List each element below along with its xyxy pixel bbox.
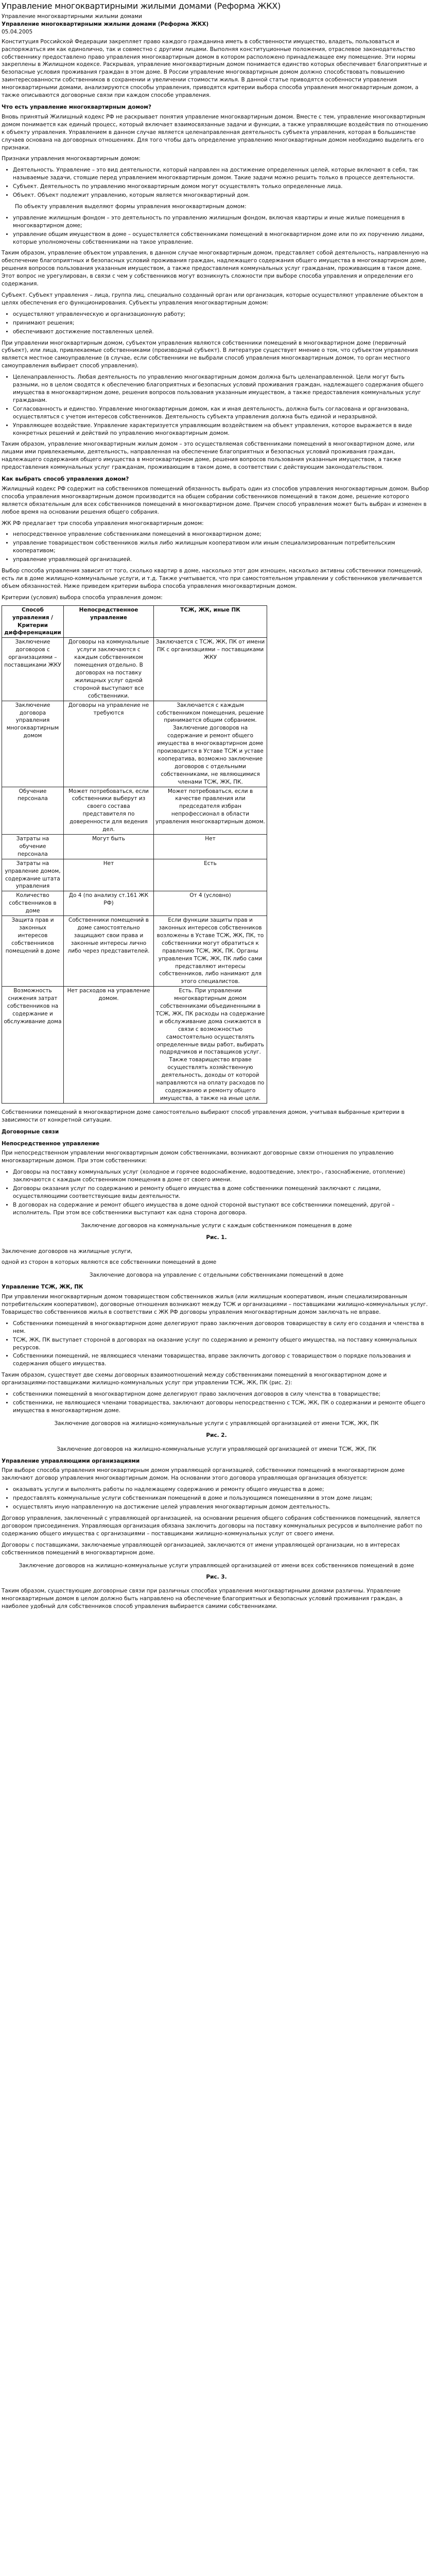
subsection-heading-direct: Непосредственное управление bbox=[2, 1140, 100, 1147]
article-subtitle: Управление многоквартирными жилыми домами (Реформа ЖКХ) bbox=[2, 21, 209, 27]
section-heading-contracts: Договорные связи bbox=[2, 1128, 59, 1135]
paragraph: Договоры с поставщиками, заключаемые управляющей организацией, заключаются от имени управляющей организации, но в интересах собственников помещений в многоквартирном доме. bbox=[2, 1541, 400, 1556]
figure-caption: Заключение договоров на коммунальные услуги с каждым собственником помещения в доме bbox=[81, 1222, 352, 1229]
list-item: • принимают решения; bbox=[13, 319, 431, 327]
bullet-list bbox=[2, 531, 431, 564]
list-item: • собственники помещений в многоквартирном доме делегируют право заключения договоров в силу членства в товариществе; bbox=[13, 1391, 431, 1398]
list-item: • Целенаправленность. Любая деятельность по управлению многоквартирным домом должна быть целенаправленной. Цели могут быть разными, но в целом сводятся к обеспечению благоприятных и безопасных условий проживания граждан, надлежащего содержания общего имущества в многоквартирном доме, решения вопросов пользования указанным имуществом, а также предоставления коммунальных услуг гражданам. bbox=[13, 374, 431, 404]
section-heading-choose: Как выбрать способ управления домом? bbox=[2, 476, 129, 483]
figure-label: Рис. 1. bbox=[206, 1234, 227, 1241]
table-row bbox=[2, 701, 267, 787]
table-cell: Количество собственников в доме bbox=[2, 891, 64, 916]
list-item: • осуществлять иную направленную на достижение целей управления многоквартирным домом деятельность. bbox=[13, 1503, 431, 1511]
figure-caption: Заключение договоров на жилищно-коммунальные услуги управляющей организацией от имени всех собственников помещений в доме bbox=[19, 1562, 414, 1569]
table-cell: Обучение персонала bbox=[2, 787, 64, 834]
figure-caption: Заключение договоров на жилищно-коммунальные услуги с управляющей организацией от имени ТСЖ, ЖК, ПК bbox=[54, 1420, 379, 1427]
list-item: • Договоры оказания услуг по содержанию и ремонту общего имущества в доме собственники помещений заключают с лицами, осуществляющими соответствующие виды деятельности. bbox=[13, 1185, 431, 1200]
paragraph: При непосредственном управлении многоквартирным домом собственниками, возникают договорные связи отношения по управлению многоквартирным домом. При этом собственники: bbox=[2, 1150, 394, 1164]
paragraph: Таким образом, управление объектом управления, в данном случае многоквартирным домом, представляет собой деятельность, направленную на обеспечение благоприятных и безопасных условий проживания граждан, надлежащего содержания общего имущества в многоквартирном доме, решения вопросов пользования указанным имуществом, а также предоставления коммунальных услуг гражданам, проживающим в таком доме. Этот вопрос не урегулирован, в связи с чем у собственников могут возникнуть сложности при выборе способа управления и определении его содержания. bbox=[2, 250, 428, 287]
table-cell: Договоры на управление не требуются bbox=[64, 701, 154, 787]
table-row bbox=[2, 859, 267, 891]
list-item: • Собственники помещений в многоквартирном доме делегируют право заключения договоров товариществу в силу его создания и членства в нем. bbox=[13, 1320, 431, 1335]
intro-paragraph: Конституция Российской Федерации закрепляет право каждого гражданина иметь в собственности имущество, владеть, пользоваться и распоряжаться им как единолично, так и совместно с другими лицами. Выполняя конституционные положения, отраслевое законодательство собственнику предоставлено право управления многоквартирным домом в котором расположено принадлежащее ему помещение. Эти нормы закреплены в Жилищном кодексе. Раскрывая, управление многоквартирным домом понимается единство которых обеспечивает благоприятные и безопасные условия проживания граждан в этом доме. В России управление многоквартирным домом должно способствовать повышению заинтересованности собственников в сохранении и увеличении стоимости жилья. В данной статье приводятся особенности управления многоквартирными домами, анализируются способы управления, приводятся критерии выбора способа управления многоквартирным домом, а также описываются договорные связи при каждом способе управления. bbox=[2, 38, 427, 99]
list-item: • ТСЖ, ЖК, ПК выступает стороной в договорах на оказание услуг по содержанию и ремонту общего имущества, на поставку коммунальных ресурсов. bbox=[13, 1336, 431, 1352]
list-item: • Согласованность и единство. Управление многоквартирным домом, как и иная деятельность, должна быть согласована и организована, осуществляться с учетом интересов собственников. Деятельность субъекта управления должна быть единой и неразрывной. bbox=[13, 405, 431, 421]
section-heading-what: Что есть управление многоквартирным домом? bbox=[2, 104, 151, 110]
table-cell: Может потребоваться, если собственники выберут из своего состава представителя по доверенности для ведения дел. bbox=[64, 787, 154, 834]
paragraph: Критерии (условия) выбора способа управления домом: bbox=[2, 594, 163, 601]
list-item: • управление общим имуществом в доме – осуществляется собственниками помещений в многоквартирном доме или по их поручению лицами, которые уполномочены собственниками на такое управление. bbox=[13, 231, 431, 246]
table-cell: Нет расходов на управление домом. bbox=[64, 987, 154, 1104]
list-item: • обеспечивают достижение поставленных целей. bbox=[13, 328, 431, 336]
table-cell: Заключение договоров с организациями – поставщиками ЖКУ bbox=[2, 638, 64, 701]
list-item: • собственники, не являющиеся членами товарищества, заключают договоры непосредственно с ТСЖ, ЖК, ПК о содержании и ремонте общего имущества в многоквартирном доме. bbox=[13, 1399, 431, 1415]
list-item: • непосредственное управление собственниками помещений в многоквартирном доме; bbox=[13, 531, 431, 538]
bullet-list bbox=[2, 311, 431, 336]
paragraph: Таким образом, существующие договорные связи при различных способах управления многоквартирными домами различны. Управление многоквартирным домом в целом должно быть направлено на обеспечение благоприятных и безопасных условий проживания граждан, а наиболее удобный для собственников способ управления выбирается самими собственниками. bbox=[2, 1588, 403, 1610]
bullet-list bbox=[2, 374, 431, 437]
paragraph: ЖК РФ предлагает три способа управления многоквартирным домом: bbox=[2, 520, 204, 527]
table-header-row bbox=[2, 605, 267, 638]
figure-caption: Заключение договора на управление с отдельными собственниками помещений в доме bbox=[89, 1272, 344, 1279]
figure-text: одной из сторон в которых являются все собственники помещений в доме bbox=[2, 1259, 217, 1266]
list-item: • В договорах на содержание и ремонт общего имущества в доме одной стороной выступают все собственники помещений, другой – исполнитель. При этом все собственники выступают как одна сторона договора. bbox=[13, 1201, 431, 1217]
paragraph: При управлении многоквартирным домом, субъектом управления являются собственники помещений в многоквартирном доме (первичный субъект), или лица, привлекаемые собственниками (производный субъект). В литературе существует мнение о том, что субъектом управления является местное самоуправление (в случае, если собственники не выбрали способ управления многоквартирным домом, то орган местного самоуправления выбирает способ управления). bbox=[2, 340, 418, 369]
paragraph: Договор управления, заключенный с управляющей организацией, на основании решения общего собрания собственников помещений, является договором присоединения. Управляющая организация обязана заключить договоры на поставку коммунальных ресурсов и выполнение работ по содержанию общего имущества с организациями – поставщиками жилищно-коммунальных услуг от своего имени. bbox=[2, 1515, 423, 1537]
paragraph: При выборе способа управления многоквартирным домом управляющей организацией, собственники помещений в многоквартирном доме заключают договор управления многоквартирным домом. На основании этого договора управляющая организация обязуется: bbox=[2, 1467, 405, 1482]
figure-label: Рис. 2. bbox=[206, 1432, 227, 1438]
table-cell: Затраты на управление домом, содержание штата управления bbox=[2, 859, 64, 891]
table-cell: До 4 (по анализу ст.161 ЖК РФ) bbox=[64, 891, 154, 916]
table-row bbox=[2, 638, 267, 701]
subsection-heading-hoa: Управление ТСЖ, ЖК, ПК bbox=[2, 1284, 83, 1291]
table-cell: Затраты на обучение персонала bbox=[2, 835, 64, 859]
bullet-list bbox=[2, 166, 431, 199]
table-cell: Защита прав и законных интересов собственников помещений в доме bbox=[2, 916, 64, 987]
list-item: • управление управляющей организацией. bbox=[13, 556, 431, 564]
table-cell: Заключается с каждым собственником помещения, решение принимается общим собранием. Заключение договоров на содержание и ремонт общего имущества в многоквартирном доме производится в Уставе ТСЖ и уставе кооператива, возможно заключение договоров с отдельными собственниками, не являющимися членами ТСЖ, ЖК, ПК. bbox=[154, 701, 267, 787]
list-item: • Собственники помещений, не являющиеся членами товарищества, вправе заключить договор с товариществом о порядке пользования и содержания общего имущества. bbox=[13, 1352, 431, 1368]
table-cell: Могут быть bbox=[64, 835, 154, 859]
paragraph: Жилищный кодекс РФ содержит на собственников помещений обязанность выбрать один из способов управления многоквартирным домом. Выбор способа управления многоквартирным домом производится на общем собрании собственников помещений в таком доме, решение которого является обязательным для всех собственников помещений в многоквартирном доме. Причем способ управления может быть выбран и изменен в любое время на основании решения общего собрания. bbox=[2, 485, 429, 515]
table-header: Непосредственное управление bbox=[64, 605, 154, 638]
paragraph: Собственники помещений в многоквартирном доме самостоятельно выбирают способ управления домом, учитывая выбранные критерии в зависимости от конкретной ситуации. bbox=[2, 1109, 405, 1123]
table-cell: Нет bbox=[64, 859, 154, 891]
table-cell: Заключается с ТСЖ, ЖК, ПК от имени ПК с организациями – поставщиками ЖКУ bbox=[154, 638, 267, 701]
paragraph: Таким образом, управление многоквартирным жилым домом – это осуществляемая собственниками помещений в многоквартирном доме, или лицами ими привлекаемыми, деятельность, направленная на обеспечение благоприятных и безопасных условий проживания граждан, надлежащего содержания общего имущества в многоквартирном доме, решения вопросов пользования указанным имуществом, а также предоставления коммунальных услуг гражданам, проживающим в таком доме, в соответствии с действующим законодательством. bbox=[2, 441, 415, 471]
table-cell: Собственники помещений в доме самостоятельно защищают свои права и законные интересы лично либо через представителей. bbox=[64, 916, 154, 987]
table-row bbox=[2, 787, 267, 834]
table-cell: Договоры на коммунальные услуги заключаются с каждым собственником помещения отдельно. В договорах на поставку жилищных услуг одной стороной выступают все собственники. bbox=[64, 638, 154, 701]
paragraph: При управлении многоквартирным домом товариществом собственников жилья (или жилищным кооперативом, иным специализированным потребительским кооперативом), договорные отношения возникают между ТСЖ и организациями – поставщиками жилищно-коммунальных услуг. Товарищество собственников жилья в соответствии с ЖК РФ договоры управления многоквартирным домом заключать не вправе. bbox=[2, 1294, 428, 1315]
paragraph: Признаки управления многоквартирным домом: bbox=[2, 156, 141, 162]
list-item: • Договоры на поставку коммунальных услуг (холодное и горячее водоснабжение, водоотведение, электро-, газоснабжение, отопление) заключаются с каждым собственником помещения в доме от своего имени. bbox=[13, 1168, 431, 1184]
list-item: • оказывать услуги и выполнять работы по надлежащему содержанию и ремонту общего имущества в доме; bbox=[13, 1486, 431, 1494]
list-item: • Объект. Объект подлежит управлению, которым является многоквартирный дом. bbox=[13, 192, 431, 199]
paragraph: Таким образом, существует две схемы договорных взаимоотношений между собственниками помещений в многоквартирном доме и организациями-поставщиками жилищно-коммунальных услуг при управлении ТСЖ, ЖК, ПК (рис. 2): bbox=[2, 1372, 387, 1386]
publish-date: 05.04.2005 bbox=[2, 28, 33, 35]
bullet-list bbox=[2, 1391, 431, 1415]
list-item: • Управляющее воздействие. Управление характеризуется управляющим воздействием на объект управления, которое выражается в виде конкретных решений и действий по управлению многоквартирным домом. bbox=[13, 422, 431, 437]
table-cell: Есть. При управлении многоквартирным домом собственниками объединенными в ТСЖ, ЖК, ПК расходы на содержание и обслуживание дома снижаются в связи с возможностью самостоятельно осуществлять определенные виды работ, выбирать подрядчиков и поставщиков услуг. Также товарищество вправе осуществлять хозяйственную деятельность, доходы от которой направляются на оплату расходов по содержанию и ремонту общего имущества, а также на иные цели. bbox=[154, 987, 267, 1104]
breadcrumb-category[interactable]: Управление многоквартирными жилыми домами bbox=[2, 13, 142, 20]
table-cell: Есть bbox=[154, 859, 267, 891]
list-item: • Деятельность. Управление – это вид деятельности, который направлен на достижение определенных целей, которые включают в себя, так называемые задачи, стоящие перед управлением многоквартирным домом. Такие задачи можно решить только в процессе деятельности. bbox=[13, 166, 431, 182]
table-cell: От 4 (условно) bbox=[154, 891, 267, 916]
list-item: • управление жилищным фондом – это деятельность по управлению жилищным фондом, включая квартиры и иные жилые помещения в многоквартирном доме; bbox=[13, 214, 431, 230]
bullet-list bbox=[2, 214, 431, 246]
figure-caption: Заключение договоров на жилищно-коммунальные услуги управляющей организацией от имени ТСЖ, ЖК, ПК bbox=[57, 1446, 376, 1452]
paragraph: Субъект. Субъект управления – лица, группа лиц, специально созданный орган или организация, которые осуществляют управление объектом в целях обеспечения его функционирования. Субъекты управления многоквартирным домом: bbox=[2, 292, 423, 306]
table-cell: Заключение договора управления многоквартирным домом bbox=[2, 701, 64, 787]
table-cell: Может потребоваться, если в качестве правления или председателя избран непрофессионал в области управления многоквартирным домом. bbox=[154, 787, 267, 834]
list-item: • управление товариществом собственников жилья либо жилищным кооперативом или иным специализированным потребительским кооперативом; bbox=[13, 539, 431, 555]
table-cell: Если функции защиты прав и законных интересов собственников возложены в Уставе ТСЖ, ЖК, ПК, то собственники могут обратиться к правлению ТСЖ, ЖК, ПК. Органы управления ТСЖ, ЖК, ПК либо сами представляют интересы собственников, либо нанимают для этого специалистов. bbox=[154, 916, 267, 987]
table-row bbox=[2, 835, 267, 859]
bullet-list bbox=[2, 1168, 431, 1216]
table-row bbox=[2, 916, 267, 987]
figure-text: Заключение договоров на жилищные услуги, bbox=[2, 1248, 132, 1255]
criteria-table bbox=[2, 605, 267, 1104]
table-cell: Возможность снижения затрат собственников на содержание и обслуживание дома bbox=[2, 987, 64, 1104]
paragraph: По объекту управления выделяют формы управления многоквартирным домом: bbox=[15, 203, 247, 210]
page-title: Управление многоквартирными жилыми домами (Реформа ЖКХ) bbox=[2, 1, 281, 11]
table-header: Способ управления / Критерии дифференциации bbox=[2, 605, 64, 638]
list-item: • осуществляют управленческую и организационную работу; bbox=[13, 311, 431, 318]
bullet-list bbox=[2, 1320, 431, 1368]
list-item: • Субъект. Деятельность по управлению многоквартирным домом могут осуществлять только определенные лица. bbox=[13, 183, 431, 191]
table-cell: Нет bbox=[154, 835, 267, 859]
table-row bbox=[2, 891, 267, 916]
paragraph: Выбор способа управления зависит от того, сколько квартир в доме, насколько этот дом изношен, насколько активны собственники помещений, есть ли в доме жилищно-коммунальные услуги, и т.д. Также учитывается, что при самостоятельном управлении у собственников увеличивается объем обязанностей. Ниже приведем критерии выбора способа управления многоквартирным домом. bbox=[2, 568, 423, 589]
table-row bbox=[2, 987, 267, 1104]
figure-label: Рис. 3. bbox=[206, 1574, 227, 1581]
list-item: • предоставлять коммунальные услуги собственникам помещений в доме и пользующимся помещениями в этом доме лицам; bbox=[13, 1495, 431, 1502]
bullet-list bbox=[2, 1486, 431, 1511]
subsection-heading-management-co: Управление управляющими организациями bbox=[2, 1458, 140, 1464]
paragraph: Вновь принятый Жилищный кодекс РФ не раскрывает понятия управление многоквартирным домом. Вместе с тем, управление многоквартирным домом понимается как единый процесс, который включает взаимосвязанные задачи и функции, а также управляющие воздействия по отношению к объекту управления. Управлением в данном случае является целенаправленная деятельность субъекта управления, которая в большинстве случаев основана на договорных отношениях. Для того чтобы дать определение управлению многоквартирным домом необходимо выделить его признаки. bbox=[2, 113, 428, 151]
table-header: ТСЖ, ЖК, иные ПК bbox=[154, 605, 267, 638]
